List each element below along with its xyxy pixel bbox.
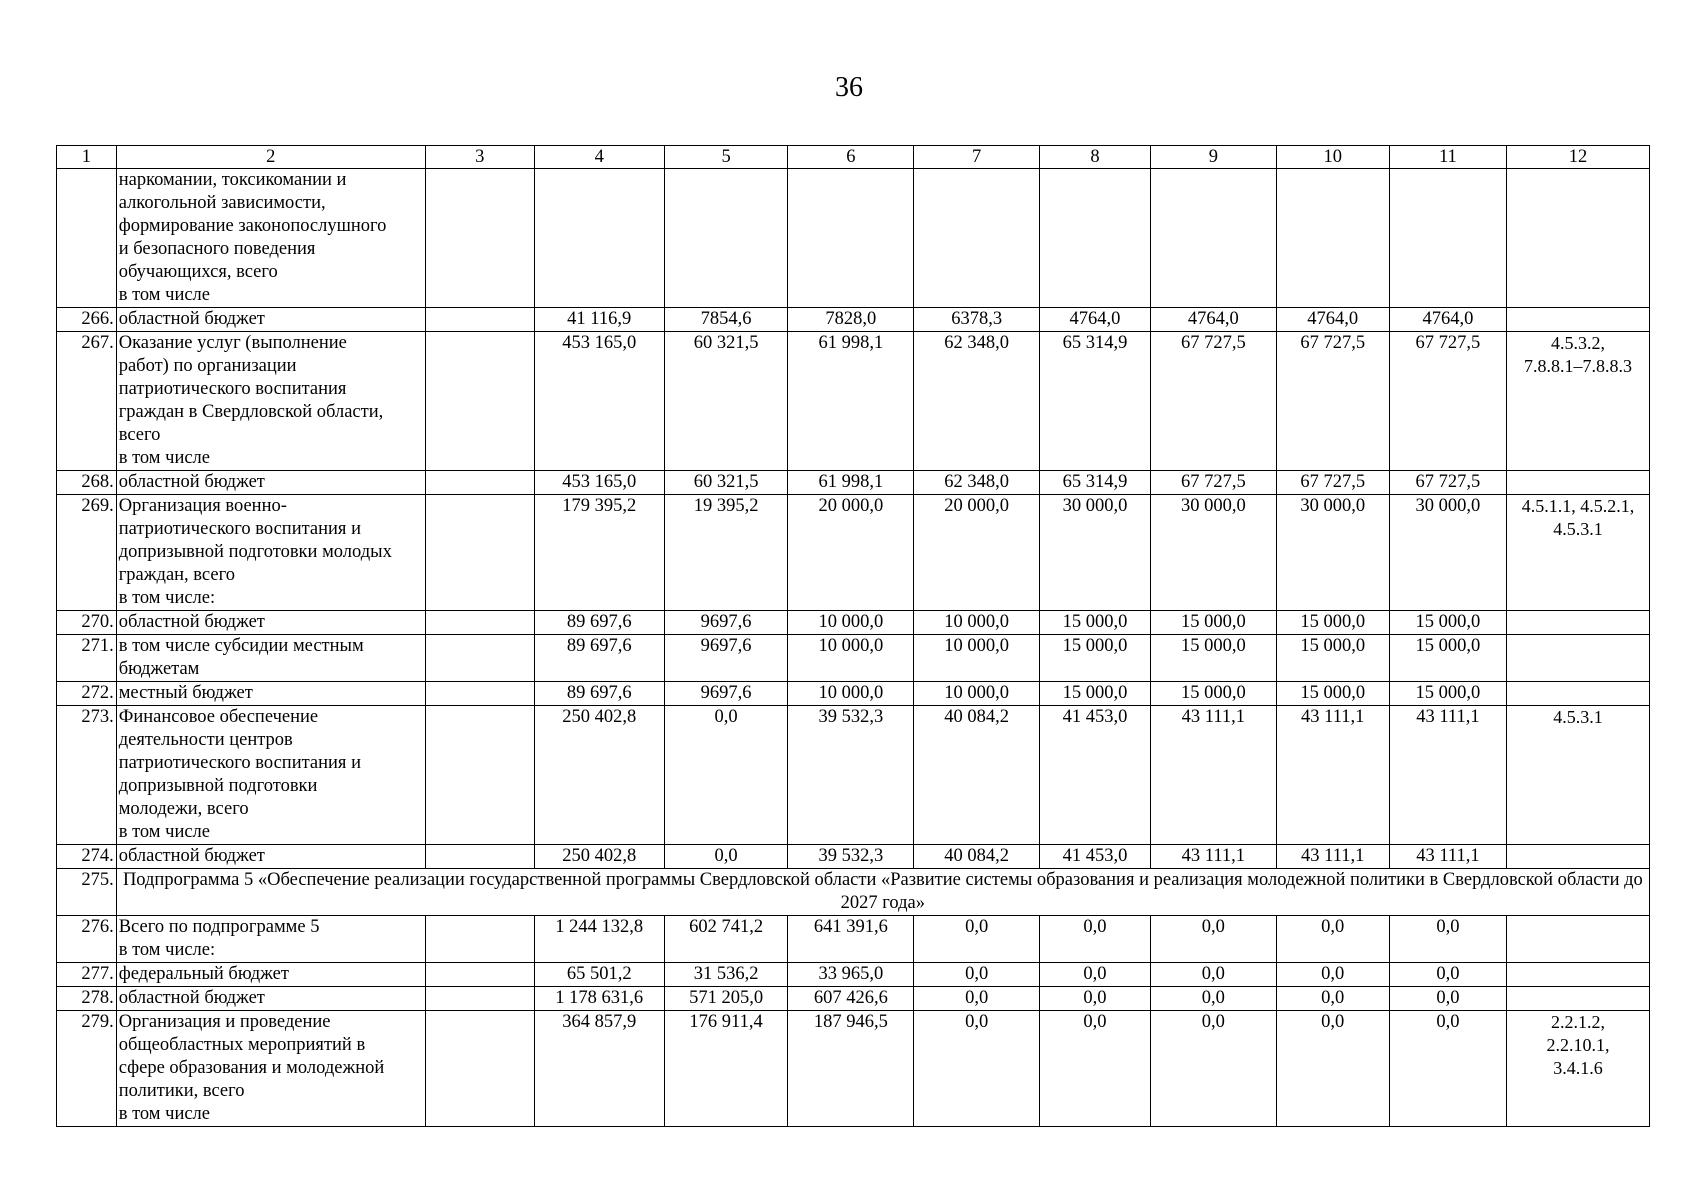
row-number: 266. [57,308,117,332]
amount-cell: 43 111,1 [1389,845,1506,869]
subprogram-title: Подпрограмма 5 «Обеспечение реализации государственной программы Свердловской области «Развитие системы образования и реализация молодежной политики в Свердловской области до 2027 года» [116,869,1649,916]
target-reference [1507,845,1650,869]
amount-cell: 10 000,0 [914,682,1040,706]
amount-cell: 4764,0 [1040,308,1151,332]
target-reference [1507,916,1650,963]
row-description: Финансовое обеспечение деятельности центров патриотического воспитания и допризывной подготовки молодежи, всего в том числе [116,706,425,845]
row-description: в том числе субсидии местным бюджетам [116,635,425,682]
row-description: областной бюджет [116,845,425,869]
amount-cell: 0,0 [1040,963,1151,987]
amount-cell: 571 205,0 [664,987,788,1011]
amount-cell: 1 244 132,8 [534,916,664,963]
amount-cell: 250 402,8 [534,845,664,869]
target-reference: 4.5.3.1 [1507,706,1650,845]
row-description: наркомании, токсикомании и алкогольной зависимости, формирование законопослушного и безопасного поведения обучающихся, всего в том числе [116,169,425,308]
row-number: 279. [57,1011,117,1127]
amount-cell: 67 727,5 [1389,471,1506,495]
amount-cell: 0,0 [1040,916,1151,963]
table-row [57,308,1650,332]
amount-cell: 43 111,1 [1276,706,1389,845]
target-reference: 4.5.3.2, 7.8.8.1–7.8.8.3 [1507,332,1650,471]
row-description: областной бюджет [116,471,425,495]
amount-cell [664,169,788,308]
row-description: Всего по подпрограмме 5 в том числе: [116,916,425,963]
column-header: 11 [1389,146,1506,169]
amount-cell: 0,0 [1389,1011,1506,1127]
target-reference [1507,963,1650,987]
amount-cell: 41 453,0 [1040,706,1151,845]
amount-cell: 453 165,0 [534,471,664,495]
amount-cell: 9697,6 [664,611,788,635]
page-number: 36 [835,72,863,103]
amount-cell: 31 536,2 [664,963,788,987]
row-col3 [425,308,534,332]
amount-cell: 4764,0 [1389,308,1506,332]
table-row [57,987,1650,1011]
amount-cell: 0,0 [1150,1011,1276,1127]
row-number: 268. [57,471,117,495]
row-description: областной бюджет [116,611,425,635]
row-col3 [425,987,534,1011]
row-description: местный бюджет [116,682,425,706]
row-number: 271. [57,635,117,682]
amount-cell: 41 116,9 [534,308,664,332]
target-reference [1507,308,1650,332]
amount-cell: 641 391,6 [788,916,914,963]
amount-cell: 10 000,0 [914,611,1040,635]
column-header: 12 [1507,146,1650,169]
amount-cell: 40 084,2 [914,706,1040,845]
amount-cell: 30 000,0 [1276,495,1389,611]
amount-cell: 0,0 [1276,987,1389,1011]
amount-cell: 9697,6 [664,682,788,706]
target-reference [1507,169,1650,308]
amount-cell: 0,0 [1389,916,1506,963]
amount-cell: 9697,6 [664,635,788,682]
amount-cell: 67 727,5 [1276,471,1389,495]
row-col3 [425,916,534,963]
amount-cell [788,169,914,308]
row-number: 273. [57,706,117,845]
column-header: 4 [534,146,664,169]
amount-cell: 0,0 [914,963,1040,987]
amount-cell: 0,0 [914,987,1040,1011]
amount-cell: 607 426,6 [788,987,914,1011]
amount-cell: 65 314,9 [1040,332,1151,471]
row-col3 [425,845,534,869]
column-header: 8 [1040,146,1151,169]
amount-cell: 0,0 [1276,1011,1389,1127]
amount-cell: 0,0 [1276,963,1389,987]
row-description: Организация и проведение общеобластных мероприятий в сфере образования и молодежной политики, всего в том числе [116,1011,425,1127]
table-row [57,963,1650,987]
amount-cell: 67 727,5 [1150,471,1276,495]
amount-cell: 19 395,2 [664,495,788,611]
row-col3 [425,332,534,471]
row-col3 [425,471,534,495]
amount-cell: 40 084,2 [914,845,1040,869]
amount-cell: 0,0 [1389,963,1506,987]
amount-cell: 453 165,0 [534,332,664,471]
amount-cell: 4764,0 [1276,308,1389,332]
amount-cell: 39 532,3 [788,706,914,845]
amount-cell: 10 000,0 [788,635,914,682]
row-col3 [425,611,534,635]
table-row [57,1011,1650,1127]
column-header: 7 [914,146,1040,169]
column-header: 3 [425,146,534,169]
amount-cell: 0,0 [1040,1011,1151,1127]
amount-cell: 0,0 [1150,963,1276,987]
amount-cell: 62 348,0 [914,471,1040,495]
amount-cell [1389,169,1506,308]
column-number-row [57,146,1650,169]
target-reference [1507,635,1650,682]
target-reference: 2.2.1.2, 2.2.10.1, 3.4.1.6 [1507,1011,1650,1127]
table-row [57,682,1650,706]
amount-cell: 0,0 [914,916,1040,963]
row-description: Оказание услуг (выполнение работ) по организации патриотического воспитания граждан в Свердловской области, всего в том числе [116,332,425,471]
amount-cell: 20 000,0 [788,495,914,611]
amount-cell: 61 998,1 [788,332,914,471]
budget-table [56,145,1650,1127]
row-number: 272. [57,682,117,706]
amount-cell: 30 000,0 [1040,495,1151,611]
amount-cell: 0,0 [1389,987,1506,1011]
amount-cell: 65 501,2 [534,963,664,987]
row-number: 274. [57,845,117,869]
row-number: 276. [57,916,117,963]
amount-cell: 15 000,0 [1276,611,1389,635]
amount-cell: 0,0 [1150,987,1276,1011]
amount-cell: 33 965,0 [788,963,914,987]
amount-cell: 30 000,0 [1150,495,1276,611]
row-description: федеральный бюджет [116,963,425,987]
amount-cell: 364 857,9 [534,1011,664,1127]
amount-cell: 1 178 631,6 [534,987,664,1011]
row-number [57,169,117,308]
amount-cell: 10 000,0 [788,682,914,706]
amount-cell: 179 395,2 [534,495,664,611]
amount-cell: 10 000,0 [788,611,914,635]
amount-cell: 43 111,1 [1150,845,1276,869]
amount-cell: 15 000,0 [1040,682,1151,706]
row-number: 267. [57,332,117,471]
target-reference [1507,682,1650,706]
amount-cell: 60 321,5 [664,471,788,495]
amount-cell: 7854,6 [664,308,788,332]
amount-cell [1150,169,1276,308]
table-body [57,169,1650,1127]
amount-cell: 4764,0 [1150,308,1276,332]
row-col3 [425,169,534,308]
table-row [57,169,1650,308]
column-header: 6 [788,146,914,169]
amount-cell: 43 111,1 [1389,706,1506,845]
amount-cell: 602 741,2 [664,916,788,963]
amount-cell: 61 998,1 [788,471,914,495]
amount-cell: 89 697,6 [534,635,664,682]
table-row [57,845,1650,869]
column-header: 5 [664,146,788,169]
amount-cell: 250 402,8 [534,706,664,845]
amount-cell: 0,0 [1276,916,1389,963]
table-row [57,916,1650,963]
column-header: 2 [116,146,425,169]
amount-cell: 89 697,6 [534,611,664,635]
table-row [57,611,1650,635]
amount-cell: 0,0 [1040,987,1151,1011]
amount-cell: 15 000,0 [1040,611,1151,635]
row-col3 [425,495,534,611]
amount-cell [1276,169,1389,308]
target-reference: 4.5.1.1, 4.5.2.1, 4.5.3.1 [1507,495,1650,611]
row-number: 278. [57,987,117,1011]
amount-cell: 43 111,1 [1276,845,1389,869]
amount-cell: 176 911,4 [664,1011,788,1127]
amount-cell: 0,0 [1150,916,1276,963]
amount-cell: 10 000,0 [914,635,1040,682]
amount-cell: 6378,3 [914,308,1040,332]
row-col3 [425,706,534,845]
amount-cell: 60 321,5 [664,332,788,471]
table-row [57,706,1650,845]
table-row [57,635,1650,682]
row-number: 275. [57,869,117,916]
amount-cell: 0,0 [914,1011,1040,1127]
amount-cell: 15 000,0 [1276,635,1389,682]
amount-cell: 67 727,5 [1276,332,1389,471]
amount-cell [914,169,1040,308]
amount-cell: 15 000,0 [1389,682,1506,706]
column-header: 1 [57,146,117,169]
amount-cell: 187 946,5 [788,1011,914,1127]
row-description: Организация военно- патриотического воспитания и допризывной подготовки молодых граждан, всего в том числе: [116,495,425,611]
target-reference [1507,611,1650,635]
table-row [57,471,1650,495]
amount-cell: 15 000,0 [1040,635,1151,682]
amount-cell: 0,0 [664,845,788,869]
table-row [57,495,1650,611]
column-header: 10 [1276,146,1389,169]
row-col3 [425,635,534,682]
row-number: 270. [57,611,117,635]
amount-cell: 65 314,9 [1040,471,1151,495]
amount-cell: 67 727,5 [1389,332,1506,471]
subprogram-row [57,869,1650,916]
amount-cell: 67 727,5 [1150,332,1276,471]
amount-cell [1040,169,1151,308]
row-number: 269. [57,495,117,611]
amount-cell [534,169,664,308]
row-description: областной бюджет [116,308,425,332]
amount-cell: 15 000,0 [1276,682,1389,706]
amount-cell: 15 000,0 [1389,635,1506,682]
amount-cell: 62 348,0 [914,332,1040,471]
amount-cell: 15 000,0 [1389,611,1506,635]
amount-cell: 0,0 [664,706,788,845]
amount-cell: 89 697,6 [534,682,664,706]
amount-cell: 41 453,0 [1040,845,1151,869]
amount-cell: 15 000,0 [1150,682,1276,706]
row-col3 [425,1011,534,1127]
row-col3 [425,682,534,706]
amount-cell: 20 000,0 [914,495,1040,611]
amount-cell: 15 000,0 [1150,635,1276,682]
amount-cell: 43 111,1 [1150,706,1276,845]
target-reference [1507,987,1650,1011]
amount-cell: 7828,0 [788,308,914,332]
amount-cell: 15 000,0 [1150,611,1276,635]
column-header: 9 [1150,146,1276,169]
amount-cell: 30 000,0 [1389,495,1506,611]
amount-cell: 39 532,3 [788,845,914,869]
table-row [57,332,1650,471]
row-description: областной бюджет [116,987,425,1011]
row-number: 277. [57,963,117,987]
row-col3 [425,963,534,987]
target-reference [1507,471,1650,495]
